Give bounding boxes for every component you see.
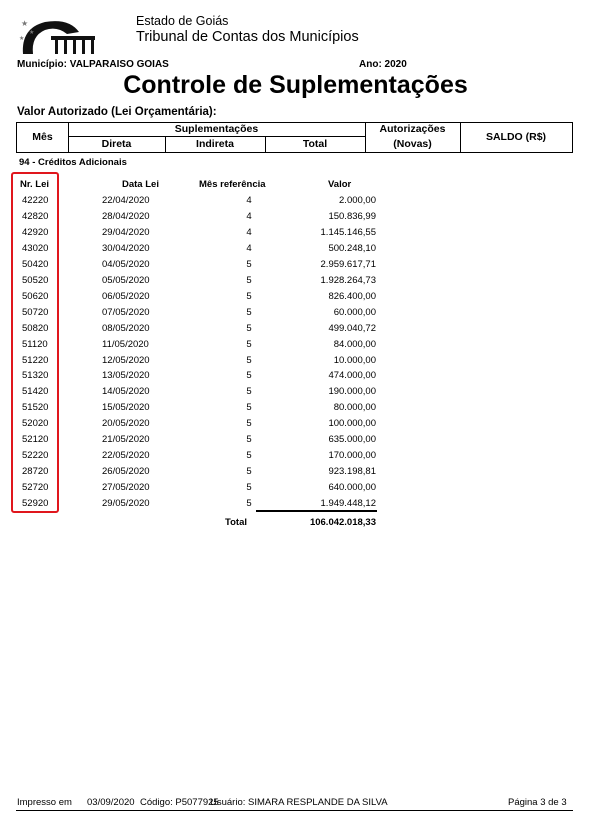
table-row bbox=[0, 211, 591, 227]
table-row bbox=[0, 275, 591, 291]
data-lei-cell: 21/05/2020 bbox=[102, 434, 150, 446]
nr-lei-cell: 51420 bbox=[22, 386, 49, 398]
table-row bbox=[0, 243, 591, 259]
nr-lei-cell: 52220 bbox=[22, 450, 49, 462]
mes-referencia-cell: 5 bbox=[246, 322, 252, 334]
valor-cell: 60.000,00 bbox=[333, 306, 376, 318]
nr-lei-highlight-box bbox=[11, 172, 59, 513]
total-value: 106.042.018,33 bbox=[309, 517, 376, 528]
valor-cell: 923.198,81 bbox=[328, 466, 376, 478]
valor-cell: 1.949.448,12 bbox=[320, 498, 376, 510]
data-lei-cell: 22/05/2020 bbox=[102, 450, 150, 462]
mes-referencia-cell: 4 bbox=[246, 210, 252, 222]
table-row bbox=[0, 195, 591, 211]
header-autorizacoes: Autorizações bbox=[379, 123, 446, 135]
mes-referencia-cell: 4 bbox=[246, 195, 252, 206]
data-lei-cell: 14/05/2020 bbox=[102, 386, 150, 398]
footer-date: 03/09/2020 bbox=[87, 797, 135, 808]
footer-pagina: Página 3 de 3 bbox=[508, 797, 567, 808]
header-indireta: Indireta bbox=[196, 138, 234, 150]
table-row bbox=[0, 434, 591, 450]
mes-referencia-cell: 5 bbox=[246, 354, 252, 366]
table-row bbox=[0, 418, 591, 434]
mes-referencia-cell: 4 bbox=[246, 226, 252, 238]
data-lei-cell: 22/04/2020 bbox=[102, 195, 150, 206]
table-row bbox=[0, 259, 591, 275]
mes-referencia-cell: 5 bbox=[246, 338, 252, 350]
nr-lei-cell: 50620 bbox=[22, 290, 49, 302]
mes-referencia-cell: 5 bbox=[246, 466, 252, 478]
header-mes: Mês bbox=[32, 131, 53, 143]
valor-cell: 500.248,10 bbox=[328, 242, 376, 254]
data-lei-cell: 20/05/2020 bbox=[102, 418, 150, 430]
footer-usuario: Usuário: SIMARA RESPLANDE DA SILVA bbox=[210, 797, 388, 808]
valor-cell: 84.000,00 bbox=[333, 338, 376, 350]
nr-lei-cell: 51220 bbox=[22, 354, 49, 366]
total-rule bbox=[256, 510, 377, 512]
nr-lei-cell: 52720 bbox=[22, 482, 49, 494]
table-row bbox=[0, 323, 591, 339]
mes-referencia-cell: 5 bbox=[246, 402, 252, 414]
nr-lei-cell: 50520 bbox=[22, 274, 49, 286]
table-row bbox=[0, 402, 591, 418]
valor-cell: 635.000,00 bbox=[328, 434, 376, 446]
mes-referencia-cell: 5 bbox=[246, 290, 252, 302]
nr-lei-cell: 51120 bbox=[22, 338, 48, 350]
svg-text:★: ★ bbox=[21, 19, 29, 28]
nr-lei-cell: 50820 bbox=[22, 322, 49, 334]
mes-referencia-cell: 5 bbox=[246, 418, 252, 430]
header-direta: Direta bbox=[101, 138, 132, 150]
mes-referencia-cell: 5 bbox=[246, 370, 252, 382]
data-lei-cell: 29/05/2020 bbox=[102, 498, 150, 510]
valor-cell: 1.145.146,55 bbox=[320, 226, 376, 238]
nr-lei-cell: 42920 bbox=[22, 226, 49, 238]
mes-referencia-cell: 4 bbox=[246, 242, 252, 254]
state-name: Estado de Goiás bbox=[136, 14, 229, 28]
valor-cell: 2.959.617,71 bbox=[320, 258, 376, 270]
valor-cell: 499.040,72 bbox=[328, 322, 376, 334]
nr-lei-cell: 42220 bbox=[22, 195, 49, 206]
nr-lei-cell: 28720 bbox=[22, 466, 49, 478]
table-row bbox=[0, 370, 591, 386]
table-row bbox=[0, 355, 591, 371]
header-total: Total bbox=[302, 138, 328, 150]
nr-lei-cell: 50720 bbox=[22, 306, 49, 318]
column-valor: Valor bbox=[328, 179, 352, 190]
nr-lei-cell: 52120 bbox=[22, 434, 49, 446]
nr-lei-cell: 51320 bbox=[22, 370, 49, 382]
data-lei-cell: 06/05/2020 bbox=[102, 290, 150, 302]
mes-referencia-cell: 5 bbox=[246, 482, 252, 494]
svg-text:★: ★ bbox=[29, 29, 35, 36]
page-title: Controle de Suplementações bbox=[123, 71, 468, 99]
table-row bbox=[0, 291, 591, 307]
mes-referencia-cell: 5 bbox=[246, 274, 252, 286]
court-name: Tribunal de Contas dos Municípios bbox=[136, 29, 359, 45]
valor-cell: 474.000,00 bbox=[328, 370, 376, 382]
nr-lei-cell: 42820 bbox=[22, 210, 49, 222]
footer-codigo: Código: P5077925 bbox=[140, 797, 219, 808]
header-suplementacoes: Suplementações bbox=[174, 123, 259, 135]
table-row bbox=[0, 450, 591, 466]
column-mes-referencia: Mês referência bbox=[199, 179, 266, 190]
municipio-label: Município: VALPARAISO GOIAS bbox=[17, 59, 169, 70]
data-lei-cell: 11/05/2020 bbox=[102, 338, 149, 350]
valor-cell: 10.000,00 bbox=[333, 354, 376, 366]
data-lei-cell: 05/05/2020 bbox=[102, 274, 150, 286]
data-lei-cell: 15/05/2020 bbox=[102, 402, 150, 414]
mes-referencia-cell: 5 bbox=[246, 386, 252, 398]
table-row bbox=[0, 339, 591, 355]
mes-referencia-cell: 5 bbox=[246, 498, 252, 510]
table-row bbox=[0, 386, 591, 402]
table-row bbox=[0, 227, 591, 243]
mes-referencia-cell: 5 bbox=[246, 258, 252, 270]
total-label: Total bbox=[225, 517, 247, 528]
table-row bbox=[0, 482, 591, 498]
nr-lei-cell: 52920 bbox=[22, 498, 49, 510]
nr-lei-cell: 50420 bbox=[22, 258, 49, 270]
ano-label: Ano: 2020 bbox=[359, 59, 407, 70]
valor-cell: 100.000,00 bbox=[328, 418, 376, 430]
valor-cell: 190.000,00 bbox=[328, 386, 376, 398]
column-data-lei: Data Lei bbox=[122, 179, 159, 190]
section-title: 94 - Créditos Adicionais bbox=[19, 157, 127, 168]
valor-cell: 150.836,99 bbox=[328, 210, 376, 222]
summary-header-table bbox=[16, 122, 573, 153]
nr-lei-cell: 51520 bbox=[22, 402, 49, 414]
nr-lei-cell: 52020 bbox=[22, 418, 49, 430]
valor-cell: 80.000,00 bbox=[333, 402, 376, 414]
data-lei-cell: 29/04/2020 bbox=[102, 226, 150, 238]
mes-referencia-cell: 5 bbox=[246, 434, 252, 446]
mes-referencia-cell: 5 bbox=[246, 306, 252, 318]
mes-referencia-cell: 5 bbox=[246, 450, 252, 462]
table-row bbox=[0, 498, 591, 514]
data-lei-cell: 13/05/2020 bbox=[102, 370, 150, 382]
header-novas: (Novas) bbox=[393, 138, 432, 150]
valor-cell: 1.928.264,73 bbox=[320, 274, 376, 286]
tcm-logo bbox=[17, 14, 97, 60]
table-row bbox=[0, 466, 591, 482]
column-nr-lei: Nr. Lei bbox=[20, 179, 50, 190]
valor-cell: 2.000,00 bbox=[339, 195, 376, 206]
footer-impresso: Impresso em bbox=[17, 797, 72, 808]
data-lei-cell: 30/04/2020 bbox=[102, 242, 150, 254]
data-lei-cell: 28/04/2020 bbox=[102, 210, 150, 222]
svg-text:★: ★ bbox=[19, 35, 25, 42]
valor-cell: 826.400,00 bbox=[328, 290, 376, 302]
header-saldo: SALDO (R$) bbox=[485, 131, 547, 143]
valor-cell: 640.000,00 bbox=[328, 482, 376, 494]
data-lei-cell: 27/05/2020 bbox=[102, 482, 150, 494]
nr-lei-cell: 43020 bbox=[22, 242, 49, 254]
data-lei-cell: 07/05/2020 bbox=[102, 306, 150, 318]
valor-autorizado-label: Valor Autorizado (Lei Orçamentária): bbox=[17, 106, 217, 118]
data-lei-cell: 04/05/2020 bbox=[102, 258, 150, 270]
valor-cell: 170.000,00 bbox=[328, 450, 376, 462]
data-lei-cell: 08/05/2020 bbox=[102, 322, 150, 334]
data-lei-cell: 26/05/2020 bbox=[102, 466, 150, 478]
footer-rule bbox=[16, 810, 573, 811]
table-row bbox=[0, 307, 591, 323]
data-lei-cell: 12/05/2020 bbox=[102, 354, 150, 366]
